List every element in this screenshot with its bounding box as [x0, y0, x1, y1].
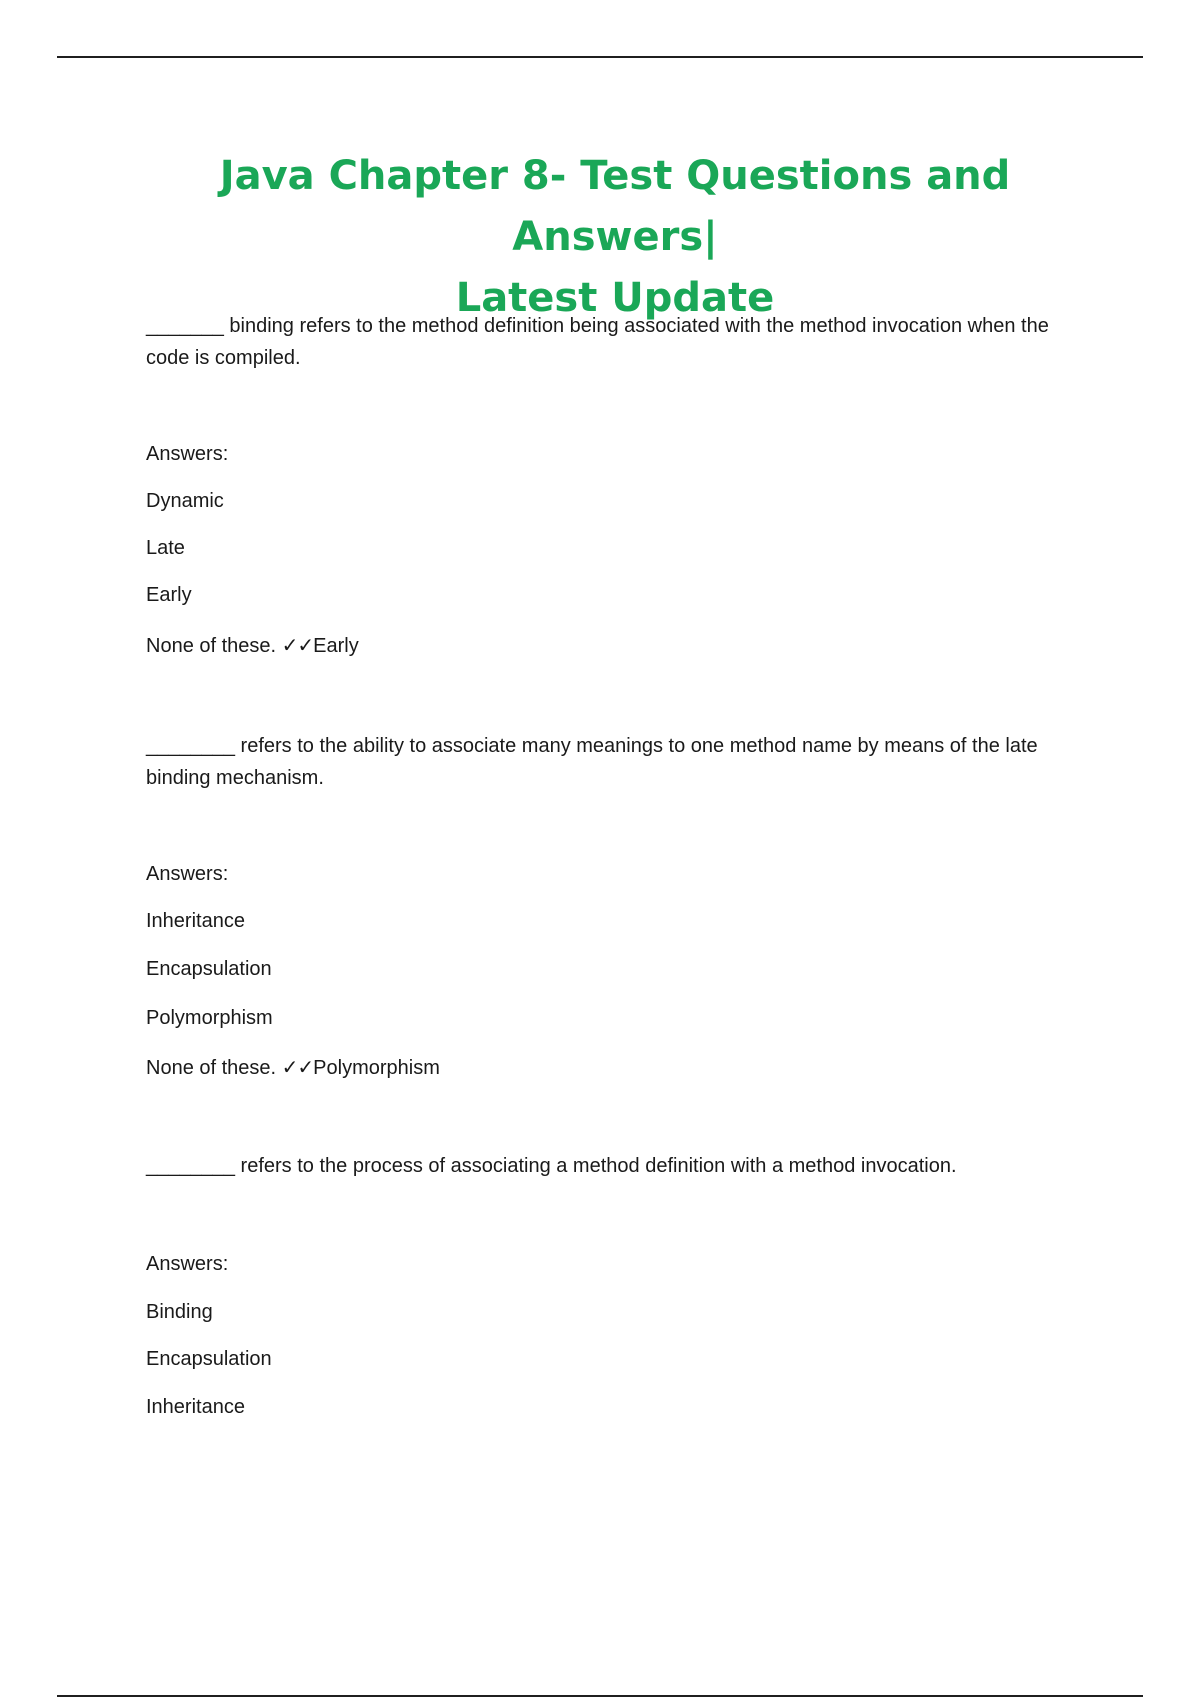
- check-mark-icon: ✓✓: [281, 635, 314, 657]
- correct-answer: Early: [313, 635, 359, 657]
- answer-option-text: None of these.: [146, 635, 277, 657]
- answers-label: Answers:: [146, 1253, 229, 1275]
- question-block-3: [146, 1150, 1076, 1418]
- answer-option: Late: [146, 537, 185, 559]
- question-text: _______ binding refers to the method definition being associated with the method invocation when the code is compiled.: [146, 315, 1049, 369]
- answers-label: Answers:: [146, 443, 229, 465]
- answer-option-with-key: [146, 632, 359, 660]
- document-title: [120, 146, 1110, 329]
- answer-option: Dynamic: [146, 490, 224, 512]
- answer-option: Encapsulation: [146, 1348, 272, 1370]
- answer-option: Inheritance: [146, 910, 245, 932]
- question-text: ________ refers to the process of associating a method definition with a method invocation.: [146, 1155, 957, 1177]
- bottom-rule: [57, 1695, 1143, 1697]
- answer-option: Inheritance: [146, 1396, 245, 1418]
- top-rule: [57, 56, 1143, 58]
- correct-answer: Polymorphism: [313, 1057, 440, 1079]
- check-mark-icon: ✓✓: [281, 1057, 314, 1079]
- answer-option: Encapsulation: [146, 958, 272, 980]
- title-line-1: Java Chapter 8- Test Questions and Answers|: [219, 153, 1011, 260]
- answer-option-text: None of these.: [146, 1057, 277, 1079]
- question-block-2: [146, 730, 1076, 1079]
- answer-option-with-key: [146, 1054, 440, 1082]
- question-text: ________ refers to the ability to associate many meanings to one method name by means of the late binding mechanism.: [146, 735, 1038, 789]
- answers-label: Answers:: [146, 863, 229, 885]
- answer-option: Binding: [146, 1301, 213, 1323]
- answer-option: Early: [146, 584, 192, 606]
- title-line-2: Latest Update: [455, 275, 775, 321]
- answer-option: Polymorphism: [146, 1007, 273, 1029]
- question-block-1: [146, 310, 1076, 657]
